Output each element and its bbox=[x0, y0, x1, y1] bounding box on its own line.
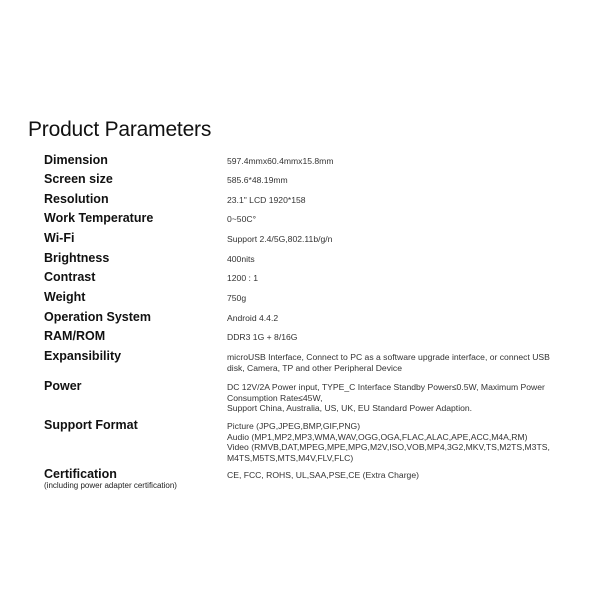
param-value-line: 400nits bbox=[227, 254, 255, 264]
param-value bbox=[227, 313, 587, 324]
param-value-line: Android 4.4.2 bbox=[227, 313, 279, 323]
param-value bbox=[227, 214, 587, 225]
param-value-line: Audio (MP1,MP2,MP3,WMA,WAV,OGG,OGA,FLAC,ALAC,APE,ACC,M4A,RM) bbox=[227, 431, 528, 442]
param-value-line: 585.6*48.19mm bbox=[227, 175, 288, 185]
param-value-line: M4TS,M5TS,MTS,M4V,FLV,FLC) bbox=[227, 452, 354, 463]
param-value-line: 1200 : 1 bbox=[227, 273, 259, 283]
param-value-line: Picture (JPG,JPEG,BMP,GIF,PNG) bbox=[227, 421, 361, 431]
param-label: Certification bbox=[44, 467, 117, 481]
param-value bbox=[227, 254, 587, 265]
param-value-line: 23.1" LCD 1920*158 bbox=[227, 195, 306, 205]
param-value bbox=[227, 195, 587, 206]
param-value-line: 597.4mmx60.4mmx15.8mm bbox=[227, 156, 334, 166]
param-value-line: Support 2.4/5G,802.11b/g/n bbox=[227, 234, 333, 244]
param-value-line: Video (RMVB,DAT,MPEG,MPE,MPG,M2V,ISO,VOB,MP4,3G2,MKV,TS,M2TS,M3TS, bbox=[227, 442, 550, 452]
param-value bbox=[227, 382, 587, 414]
param-value bbox=[227, 421, 587, 463]
param-label: Work Temperature bbox=[44, 211, 154, 225]
param-label: Operation System bbox=[44, 310, 151, 324]
param-label: Dimension bbox=[44, 153, 108, 167]
param-sublabel: (including power adapter certification) bbox=[44, 481, 177, 490]
param-label: Wi-Fi bbox=[44, 231, 75, 245]
param-value-line: DC 12V/2A Power input, TYPE_C Interface Standby Power≤0.5W, Maximum Power bbox=[227, 382, 545, 392]
param-value bbox=[227, 332, 587, 343]
param-value-line: Support China, Australia, US, UK, EU Standard Power Adaption. bbox=[227, 403, 473, 413]
param-value-line: DDR3 1G + 8/16G bbox=[227, 332, 298, 342]
param-label: Brightness bbox=[44, 251, 110, 265]
param-value bbox=[227, 273, 587, 284]
param-label: Power bbox=[44, 379, 82, 393]
param-value bbox=[227, 352, 587, 373]
param-label: Screen size bbox=[44, 172, 113, 186]
param-value-line: 750g bbox=[227, 293, 247, 303]
param-label: Expansibility bbox=[44, 349, 122, 363]
param-value-line: Consumption Rate≤45W, bbox=[227, 392, 323, 403]
param-label: Resolution bbox=[44, 192, 109, 206]
param-label: RAM/ROM bbox=[44, 329, 106, 343]
param-value bbox=[227, 175, 587, 186]
param-value-line: CE, FCC, ROHS, UL,SAA,PSE,CE (Extra Charge) bbox=[227, 470, 419, 480]
param-value-line: 0~50C° bbox=[227, 214, 256, 224]
param-value-line: disk, Camera, TP and other Peripheral Device bbox=[227, 362, 402, 373]
param-value bbox=[227, 470, 587, 481]
param-label: Support Format bbox=[44, 418, 138, 432]
param-label: Contrast bbox=[44, 270, 96, 284]
param-value bbox=[227, 156, 587, 167]
param-value-line: microUSB Interface, Connect to PC as a software upgrade interface, or connect USB bbox=[227, 352, 550, 362]
param-value bbox=[227, 234, 587, 245]
param-value bbox=[227, 293, 587, 304]
param-label: Weight bbox=[44, 290, 86, 304]
page-title: Product Parameters bbox=[28, 118, 212, 141]
